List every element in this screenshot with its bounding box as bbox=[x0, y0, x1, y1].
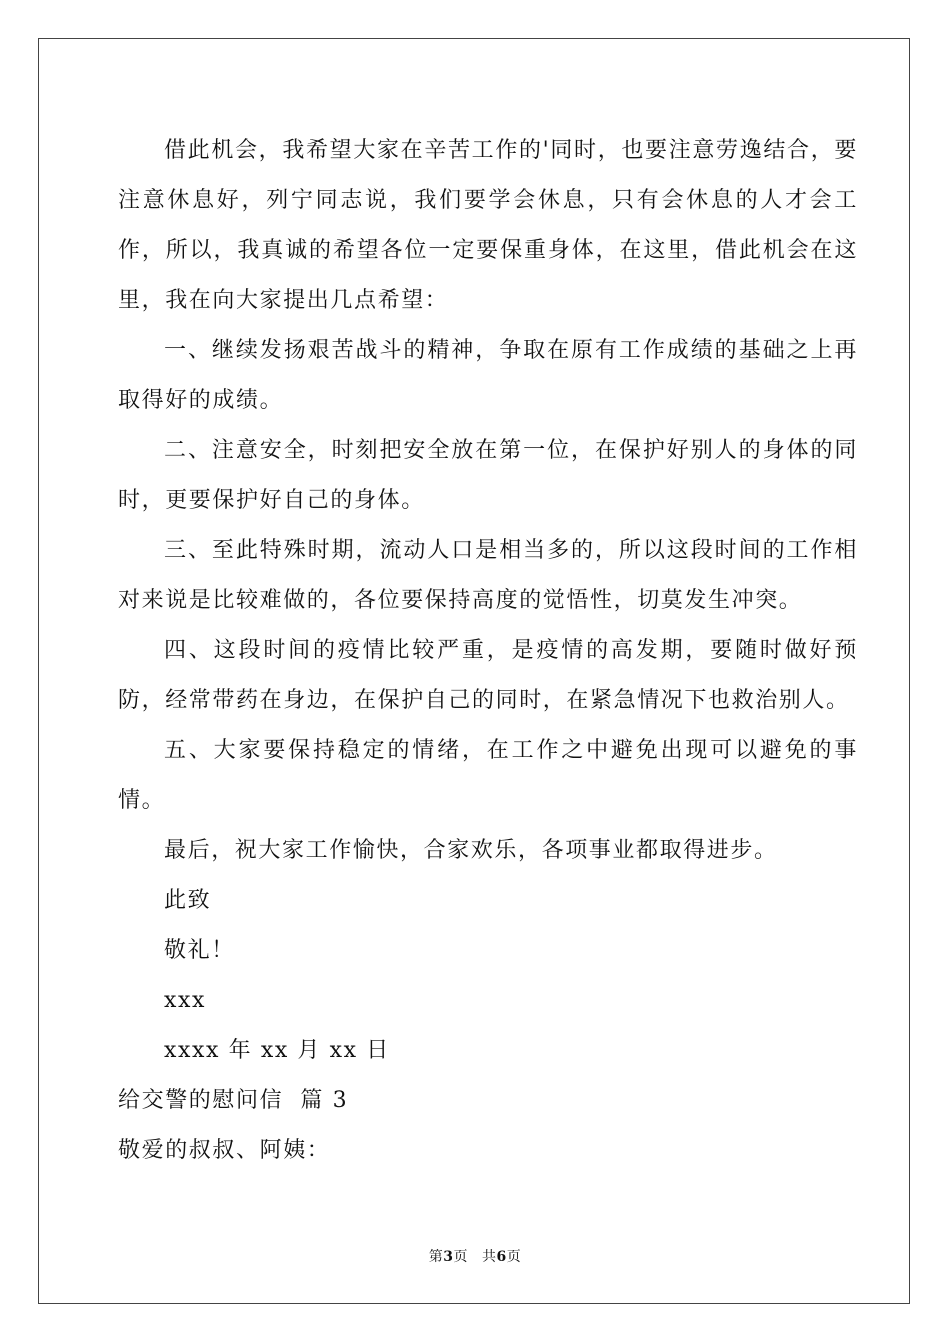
letter-date: xxxx 年 xx 月 xx 日 bbox=[164, 1038, 390, 1063]
next-letter-title: 给交警的慰问信 篇 3 bbox=[118, 1088, 349, 1113]
footer-total-unit: 页 bbox=[506, 1249, 522, 1265]
paragraph-intro: 借此机会，我希望大家在辛苦工作的'同时，也要注意劳逸结合，要注意休息好，列宁同志说，我们要学会休息，只有会休息的人才会工作，所以，我真诚的希望各位一定要保重身体，在这里，借此机会在这里，我在向大家提出几点希望： bbox=[118, 138, 858, 313]
paragraph-point-2: 二、注意安全，时刻把安全放在第一位，在保护好别人的身体的同时，更要保护好自己的身体。 bbox=[118, 438, 858, 513]
paragraph-point-5: 五、大家要保持稳定的情绪，在工作之中避免出现可以避免的事情。 bbox=[118, 738, 858, 813]
footer-page-prefix: 第 bbox=[428, 1249, 444, 1265]
paragraph-point-3: 三、至此特殊时期，流动人口是相当多的，所以这段时间的工作相对来说是比较难做的，各位要保持高度的觉悟性，切莫发生冲突。 bbox=[118, 538, 858, 613]
footer-page-unit: 页 bbox=[453, 1249, 468, 1265]
footer-page-total: 6 bbox=[496, 1249, 507, 1265]
letter-body bbox=[118, 126, 858, 1176]
paragraph-final-wishes: 最后，祝大家工作愉快，合家欢乐，各项事业都取得进步。 bbox=[164, 838, 778, 863]
closing-phrase: 此致 bbox=[164, 888, 212, 913]
footer-total-prefix: 共 bbox=[482, 1249, 497, 1265]
salute-phrase: 敬礼！ bbox=[164, 938, 235, 963]
paragraph-point-4: 四、这段时间的疫情比较严重，是疫情的高发期，要随时做好预防，经常带药在身边，在保护自己的同时，在紧急情况下也救治别人。 bbox=[118, 638, 858, 713]
next-letter-greeting: 敬爱的叔叔、阿姨： bbox=[118, 1138, 331, 1163]
page-footer bbox=[0, 1246, 950, 1266]
footer-page-current: 3 bbox=[443, 1249, 454, 1265]
paragraph-point-1: 一、继续发扬艰苦战斗的精神，争取在原有工作成绩的基础之上再取得好的成绩。 bbox=[118, 338, 858, 413]
signature: xxx bbox=[164, 988, 207, 1013]
